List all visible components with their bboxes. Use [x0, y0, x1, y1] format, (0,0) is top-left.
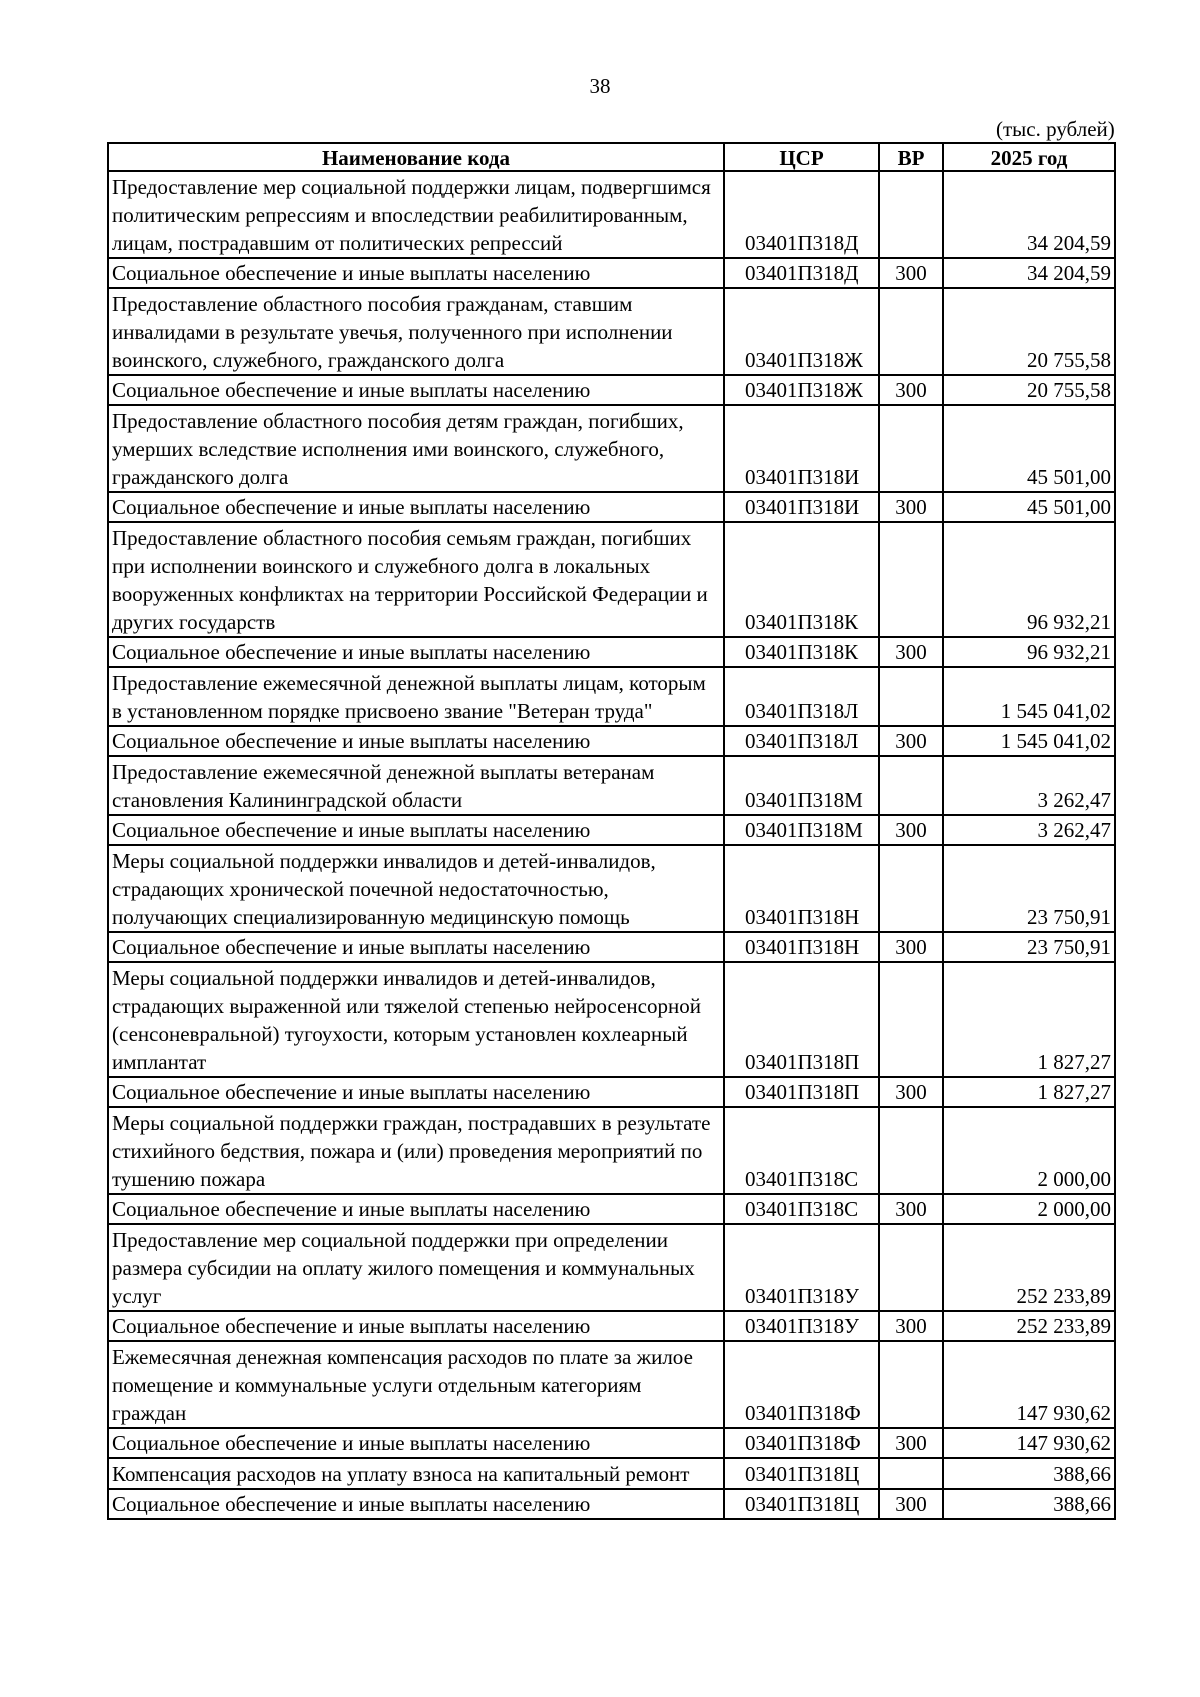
- table-row: [108, 375, 1115, 405]
- row-amount: 34 204,59: [943, 258, 1115, 288]
- row-vr: [879, 1224, 943, 1311]
- row-csr: 03401П318К: [724, 522, 879, 637]
- row-name: Социальное обеспечение и иные выплаты населению: [108, 932, 724, 962]
- header-vr: ВР: [879, 143, 943, 171]
- row-name: Социальное обеспечение и иные выплаты населению: [108, 1077, 724, 1107]
- table-row: [108, 1489, 1115, 1519]
- row-csr: 03401П318Л: [724, 726, 879, 756]
- row-vr: [879, 962, 943, 1077]
- row-name: Предоставление областного пособия детям граждан, погибших, умерших вследствие исполнения ими воинского, служебного, гражданского долга: [108, 405, 724, 492]
- row-csr: 03401П318Ф: [724, 1341, 879, 1428]
- row-csr: 03401П318Н: [724, 932, 879, 962]
- row-vr: 300: [879, 1311, 943, 1341]
- row-amount: 1 827,27: [943, 1077, 1115, 1107]
- row-amount: 1 545 041,02: [943, 726, 1115, 756]
- row-name: Предоставление ежемесячной денежной выплаты ветеранам становления Калининградской области: [108, 756, 724, 815]
- row-csr: 03401П318У: [724, 1311, 879, 1341]
- row-csr: 03401П318П: [724, 1077, 879, 1107]
- row-name: Социальное обеспечение и иные выплаты населению: [108, 1311, 724, 1341]
- row-vr: [879, 1341, 943, 1428]
- row-vr: 300: [879, 1077, 943, 1107]
- row-name: Меры социальной поддержки инвалидов и детей-инвалидов, страдающих хронической почечной недостаточностью, получающих специализированную медицинскую помощь: [108, 845, 724, 932]
- table-row: [108, 637, 1115, 667]
- row-vr: [879, 171, 943, 258]
- table-row: [108, 405, 1115, 492]
- table-row: [108, 726, 1115, 756]
- row-vr: [879, 1107, 943, 1194]
- row-csr: 03401П318Ж: [724, 375, 879, 405]
- row-name: Предоставление ежемесячной денежной выплаты лицам, которым в установленном порядке присвоено звание "Ветеран труда": [108, 667, 724, 726]
- row-amount: 3 262,47: [943, 756, 1115, 815]
- row-amount: 45 501,00: [943, 492, 1115, 522]
- row-amount: 20 755,58: [943, 375, 1115, 405]
- table-row: [108, 845, 1115, 932]
- row-amount: 252 233,89: [943, 1311, 1115, 1341]
- table-row: [108, 1224, 1115, 1311]
- row-csr: 03401П318К: [724, 637, 879, 667]
- row-amount: 388,66: [943, 1489, 1115, 1519]
- table-row: [108, 1428, 1115, 1458]
- page-number: 38: [589, 74, 611, 98]
- row-csr: 03401П318Ц: [724, 1489, 879, 1519]
- table-row: [108, 1341, 1115, 1428]
- table-row: [108, 522, 1115, 637]
- row-csr: 03401П318Д: [724, 258, 879, 288]
- table-row: [108, 962, 1115, 1077]
- row-name: Предоставление мер социальной поддержки лицам, подвергшимся политическим репрессиям и впоследствии реабилитированным, лицам, пострадавшим от политических репрессий: [108, 171, 724, 258]
- row-vr: [879, 845, 943, 932]
- row-csr: 03401П318С: [724, 1194, 879, 1224]
- row-vr: 300: [879, 637, 943, 667]
- units-label: (тыс. рублей): [996, 117, 1115, 141]
- row-amount: 23 750,91: [943, 845, 1115, 932]
- row-amount: 147 930,62: [943, 1428, 1115, 1458]
- table-row: [108, 1458, 1115, 1489]
- row-vr: 300: [879, 375, 943, 405]
- row-csr: 03401П318Л: [724, 667, 879, 726]
- table-row: [108, 492, 1115, 522]
- row-csr: 03401П318С: [724, 1107, 879, 1194]
- row-name: Социальное обеспечение и иные выплаты населению: [108, 1194, 724, 1224]
- row-vr: 300: [879, 1428, 943, 1458]
- row-vr: [879, 405, 943, 492]
- row-vr: [879, 288, 943, 375]
- table-row: [108, 1077, 1115, 1107]
- row-amount: 2 000,00: [943, 1194, 1115, 1224]
- row-csr: 03401П318Ж: [724, 288, 879, 375]
- row-name: Социальное обеспечение и иные выплаты населению: [108, 637, 724, 667]
- row-name: Предоставление областного пособия семьям граждан, погибших при исполнении воинского и служебного долга в локальных вооруженных конфликтах на территории Российской Федерации и других государств: [108, 522, 724, 637]
- row-vr: 300: [879, 726, 943, 756]
- table-row: [108, 815, 1115, 845]
- row-vr: 300: [879, 1489, 943, 1519]
- row-name: Социальное обеспечение и иные выплаты населению: [108, 815, 724, 845]
- row-csr: 03401П318М: [724, 756, 879, 815]
- row-amount: 1 827,27: [943, 962, 1115, 1077]
- row-amount: 2 000,00: [943, 1107, 1115, 1194]
- row-name: Предоставление мер социальной поддержки при определении размера субсидии на оплату жилого помещения и коммунальных услуг: [108, 1224, 724, 1311]
- table-row: [108, 667, 1115, 726]
- row-vr: 300: [879, 492, 943, 522]
- row-name: Социальное обеспечение и иные выплаты населению: [108, 1489, 724, 1519]
- header-csr: ЦСР: [724, 143, 879, 171]
- row-vr: [879, 756, 943, 815]
- table-row: [108, 258, 1115, 288]
- row-csr: 03401П318М: [724, 815, 879, 845]
- table-row: [108, 756, 1115, 815]
- row-csr: 03401П318И: [724, 405, 879, 492]
- table-header-row: [108, 143, 1115, 171]
- row-vr: [879, 1458, 943, 1489]
- header-name: Наименование кода: [108, 143, 724, 171]
- row-name: Социальное обеспечение и иные выплаты населению: [108, 375, 724, 405]
- row-vr: [879, 667, 943, 726]
- row-name: Предоставление областного пособия гражданам, ставшим инвалидами в результате увечья, полученного при исполнении воинского, служебного, гражданского долга: [108, 288, 724, 375]
- row-amount: 1 545 041,02: [943, 667, 1115, 726]
- row-amount: 23 750,91: [943, 932, 1115, 962]
- row-csr: 03401П318Ф: [724, 1428, 879, 1458]
- table-row: [108, 1194, 1115, 1224]
- row-amount: 96 932,21: [943, 637, 1115, 667]
- row-amount: 34 204,59: [943, 171, 1115, 258]
- row-vr: 300: [879, 932, 943, 962]
- row-vr: 300: [879, 258, 943, 288]
- row-name: Социальное обеспечение и иные выплаты населению: [108, 1428, 724, 1458]
- row-csr: 03401П318П: [724, 962, 879, 1077]
- table-row: [108, 1107, 1115, 1194]
- row-csr: 03401П318Ц: [724, 1458, 879, 1489]
- row-amount: 3 262,47: [943, 815, 1115, 845]
- row-amount: 147 930,62: [943, 1341, 1115, 1428]
- row-vr: 300: [879, 815, 943, 845]
- table-row: [108, 932, 1115, 962]
- budget-table: [107, 142, 1116, 1520]
- row-name: Ежемесячная денежная компенсация расходов по плате за жилое помещение и коммунальные услуги отдельным категориям граждан: [108, 1341, 724, 1428]
- row-name: Социальное обеспечение и иные выплаты населению: [108, 492, 724, 522]
- row-amount: 252 233,89: [943, 1224, 1115, 1311]
- row-amount: 96 932,21: [943, 522, 1115, 637]
- table-row: [108, 288, 1115, 375]
- row-name: Меры социальной поддержки инвалидов и детей-инвалидов, страдающих выраженной или тяжелой степенью нейросенсорной (сенсоневральной) тугоухости, которым установлен кохлеарный имплантат: [108, 962, 724, 1077]
- table-body: [108, 171, 1115, 1519]
- row-amount: 388,66: [943, 1458, 1115, 1489]
- row-csr: 03401П318И: [724, 492, 879, 522]
- row-name: Социальное обеспечение и иные выплаты населению: [108, 258, 724, 288]
- table-row: [108, 1311, 1115, 1341]
- row-name: Компенсация расходов на уплату взноса на капитальный ремонт: [108, 1458, 724, 1489]
- row-csr: 03401П318Н: [724, 845, 879, 932]
- row-vr: 300: [879, 1194, 943, 1224]
- row-amount: 45 501,00: [943, 405, 1115, 492]
- row-amount: 20 755,58: [943, 288, 1115, 375]
- row-name: Меры социальной поддержки граждан, пострадавших в результате стихийного бедствия, пожара и (или) проведения мероприятий по тушению пожара: [108, 1107, 724, 1194]
- row-name: Социальное обеспечение и иные выплаты населению: [108, 726, 724, 756]
- table-row: [108, 171, 1115, 258]
- row-csr: 03401П318У: [724, 1224, 879, 1311]
- header-amount: 2025 год: [943, 143, 1115, 171]
- row-csr: 03401П318Д: [724, 171, 879, 258]
- row-vr: [879, 522, 943, 637]
